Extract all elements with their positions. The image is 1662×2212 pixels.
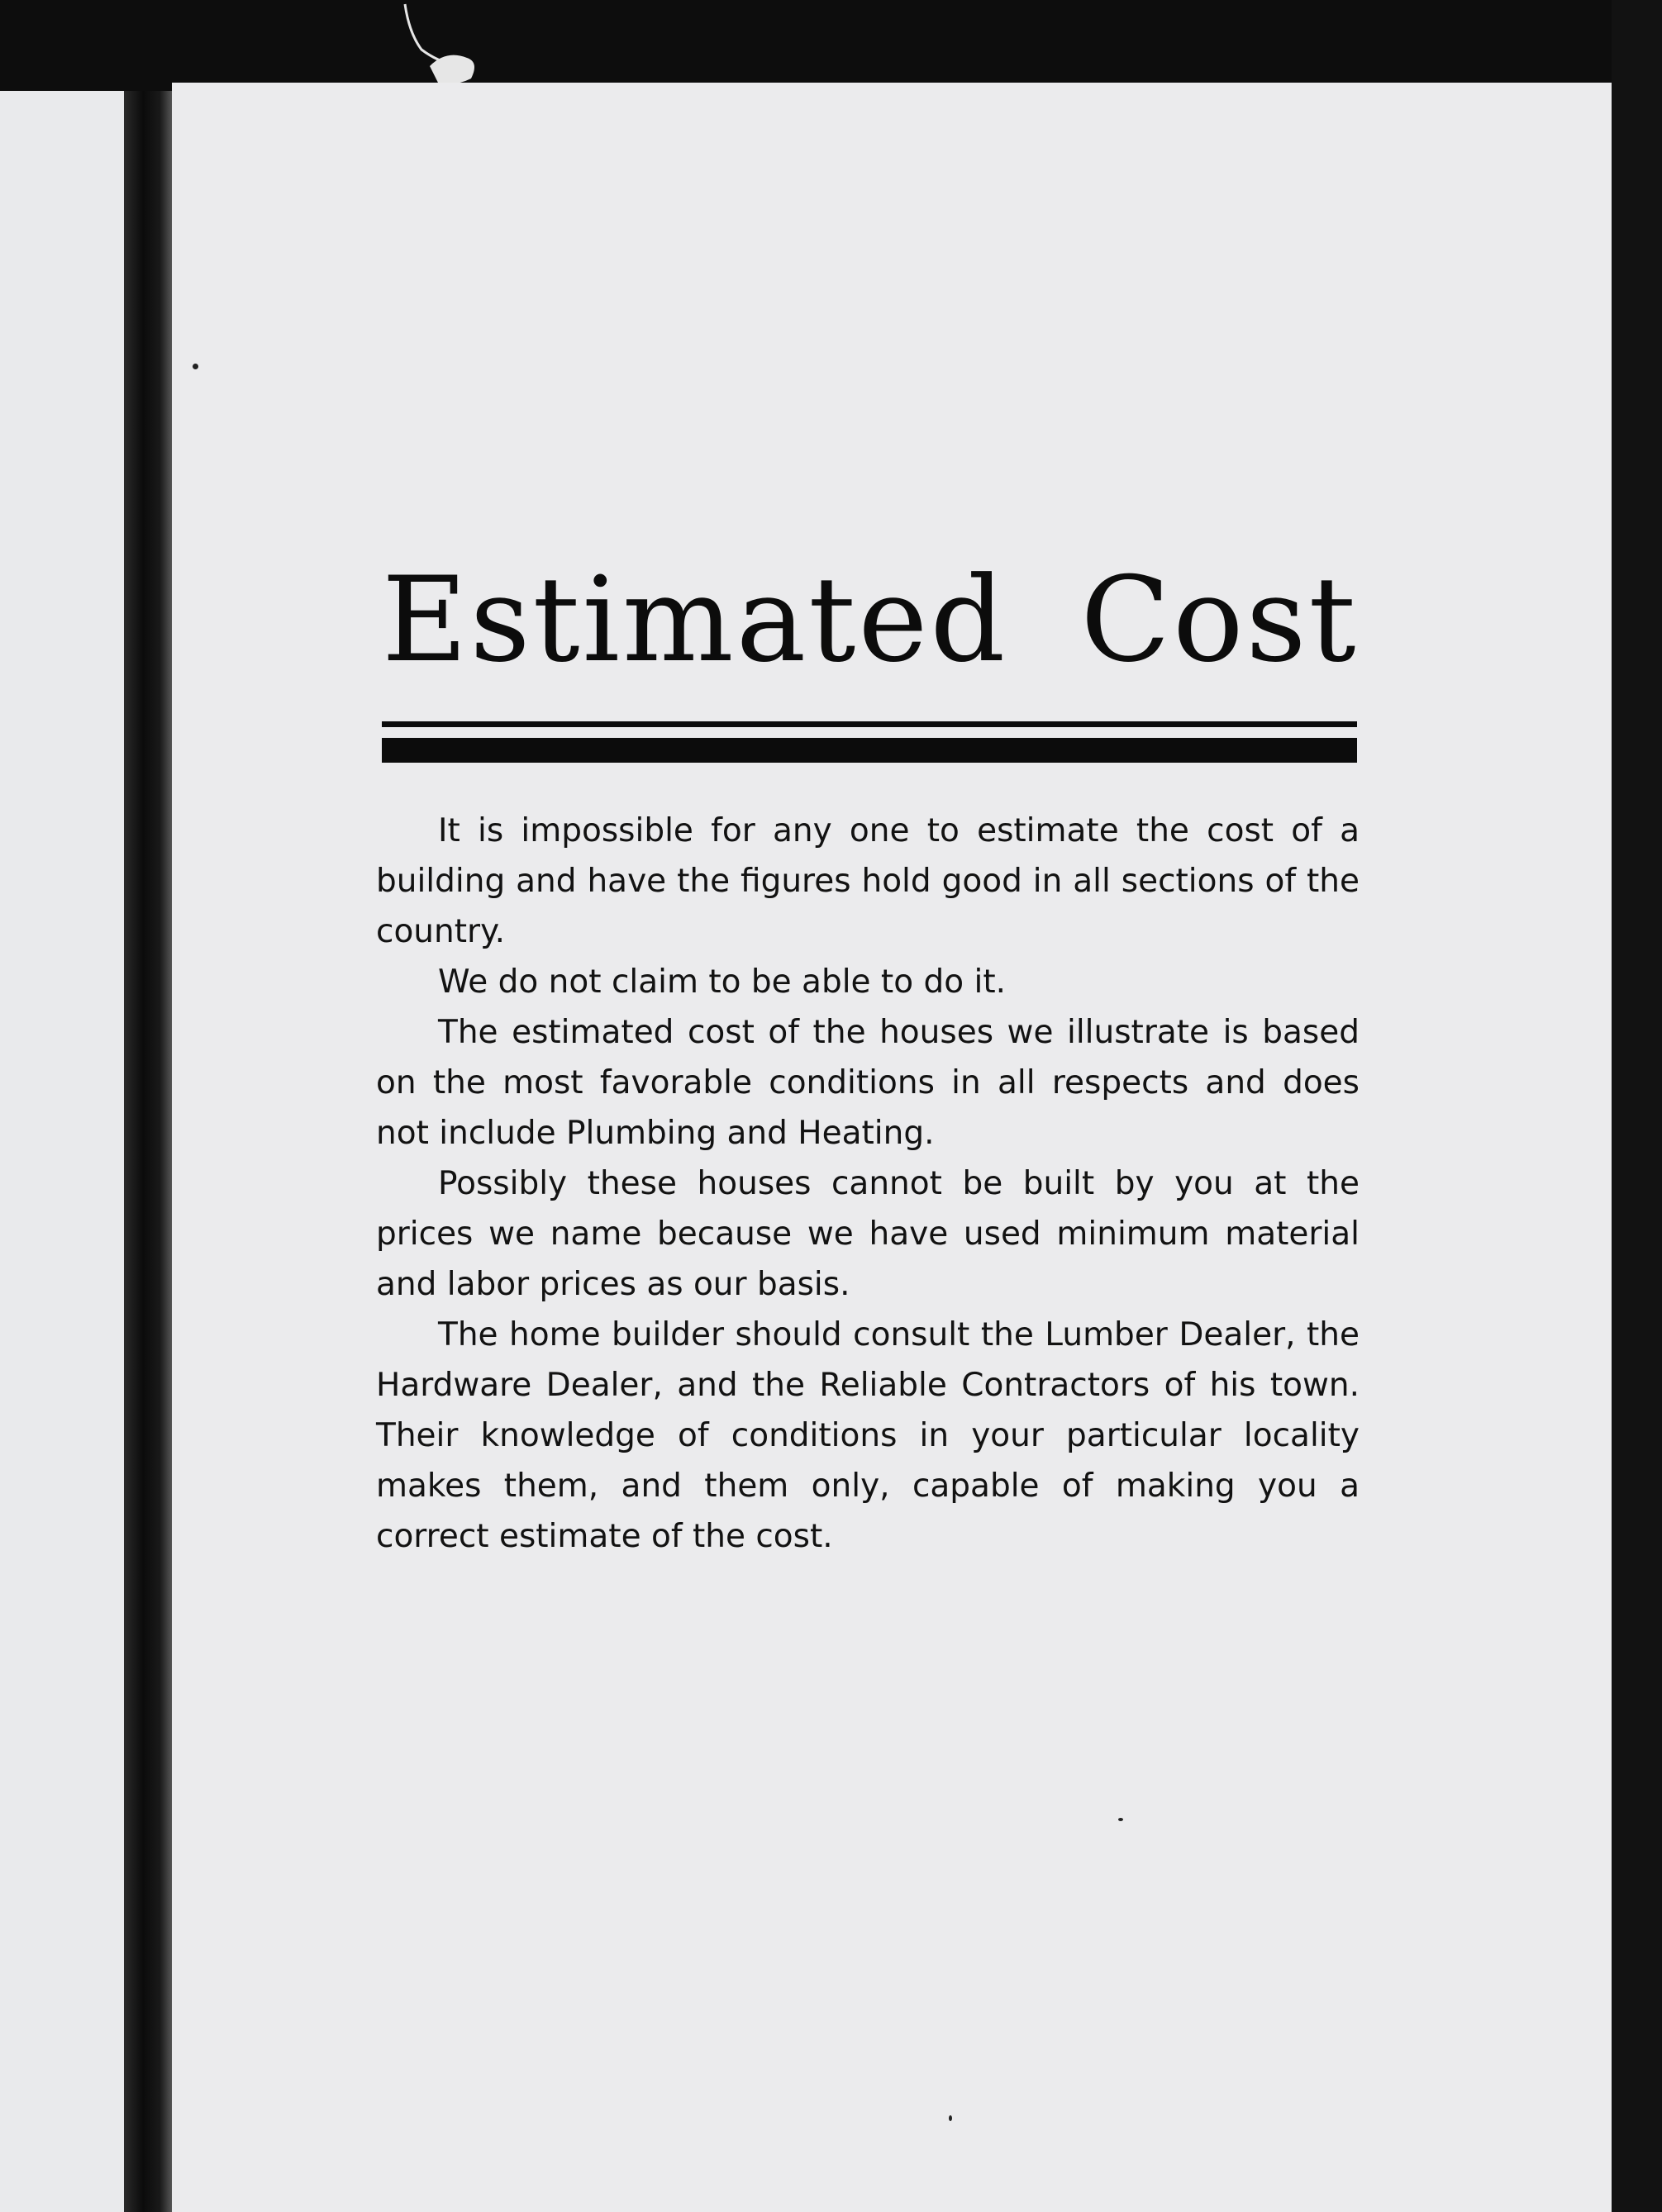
page-title: Estimated Cost [382, 552, 1359, 688]
dust-speck [1118, 1818, 1123, 1821]
dust-speck [193, 364, 198, 369]
scan-artifact-icon [388, 0, 488, 91]
body-text [376, 806, 1360, 1562]
left-facing-page-edge [0, 91, 124, 2212]
right-scan-border [1612, 0, 1662, 2212]
paragraph: We do not claim to be able to do it. [438, 963, 1007, 1001]
title-double-rule [382, 721, 1357, 771]
paragraph: The estimated cost of the houses we illustrate is based on the most favorable conditions in all respects and does not include Plumbing and Heating. [376, 1014, 1360, 1152]
top-scan-border [0, 0, 1662, 91]
paragraph: It is impossible for any one to estimate the cost of a building and have the figures hold good in all sections of the country. [376, 812, 1360, 950]
rule-thin-line [382, 721, 1357, 727]
book-spine [124, 91, 172, 2212]
paragraph: Possibly these houses cannot be built by you at the prices we name because we have used minimum material and labor prices as our basis. [376, 1165, 1360, 1303]
rule-thick-bar [382, 738, 1357, 763]
paragraph: The home builder should consult the Lumber Dealer, the Hardware Dealer, and the Reliable Contractors of his town. Their knowledge of conditions in your particular locality makes them, and them only, capable of making you a correct estimate of the cost. [376, 1316, 1360, 1555]
dust-speck [949, 2115, 952, 2121]
